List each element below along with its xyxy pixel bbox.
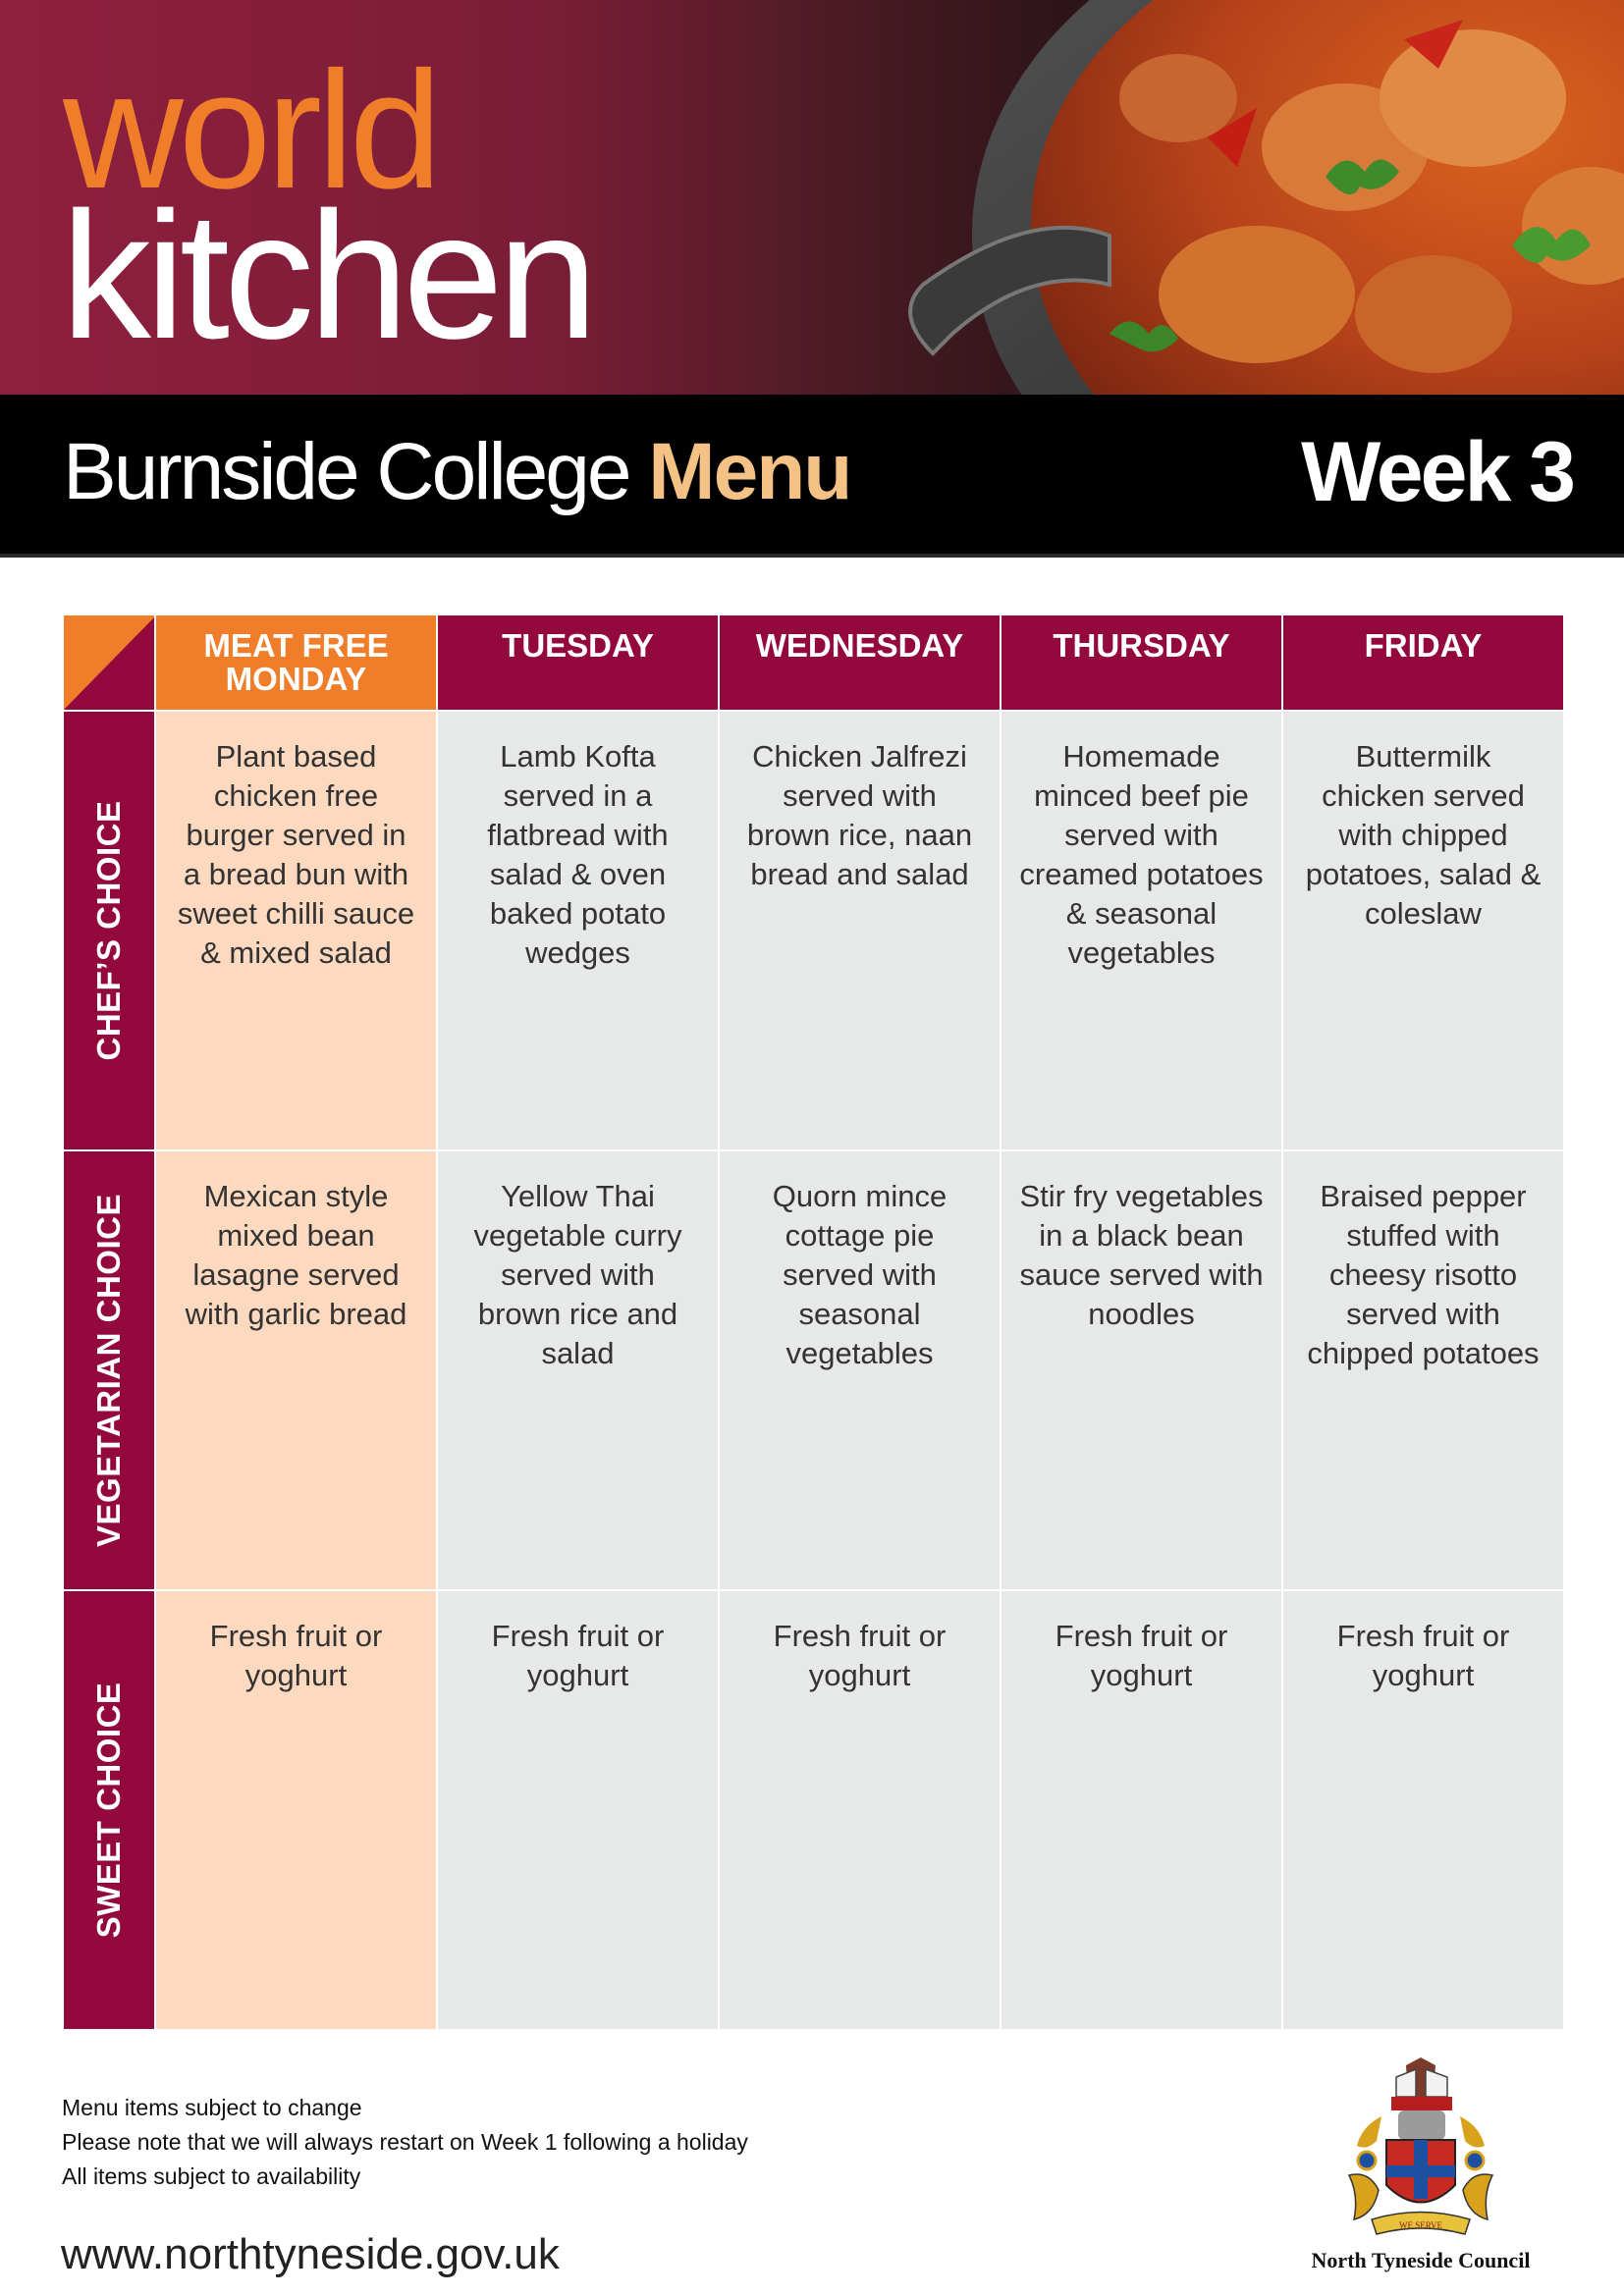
menu-item: Lamb Kofta served in a flatbread with salad & oven baked potato wedges	[437, 711, 719, 1150]
menu-item: Mexican style mixed bean lasagne served with garlic bread	[155, 1150, 437, 1590]
menu-item: Stir fry vegetables in a black bean sauce served with noodles	[1001, 1150, 1282, 1590]
menu-item: Plant based chicken free burger served in a bread bun with sweet chilli sauce & mixed salad	[155, 711, 437, 1150]
menu-item: Yellow Thai vegetable curry served with brown rice and salad	[437, 1150, 719, 1590]
note-line: Please note that we will always restart on Week 1 following a holiday	[62, 2129, 748, 2155]
menu-item: Chicken Jalfrezi served with brown rice, naan bread and salad	[719, 711, 1001, 1150]
table-row-vegetarian-choice	[63, 1150, 1564, 1590]
school-name: Burnside College	[63, 427, 629, 516]
menu-word: Menu	[648, 427, 851, 516]
title-bar-rule	[0, 554, 1624, 558]
table-row-chefs-choice	[63, 711, 1564, 1150]
brand-kitchen: kitchen	[61, 174, 592, 376]
day-header-monday: MEAT FREE MONDAY	[155, 614, 437, 711]
menu-item: Buttermilk chicken served with chipped potatoes, salad & coleslaw	[1282, 711, 1564, 1150]
page-title	[63, 427, 851, 516]
menu-item: Quorn mince cottage pie served with seasonal vegetables	[719, 1150, 1001, 1590]
note-line: Menu items subject to change	[62, 2095, 362, 2120]
menu-item: Fresh fruit or yoghurt	[1282, 1590, 1564, 2030]
table-corner	[63, 614, 155, 711]
menu-item: Fresh fruit or yoghurt	[719, 1590, 1001, 2030]
website-link[interactable]: www.northtyneside.gov.uk	[61, 2230, 560, 2278]
menu-item: Braised pepper stuffed with cheesy risotto served with chipped potatoes	[1282, 1150, 1564, 1590]
note-line: All items subject to availability	[62, 2163, 361, 2189]
council-crest-icon	[1337, 2057, 1504, 2254]
day-header-row	[63, 614, 1564, 711]
row-label-vegetarian-choice: VEGETARIAN CHOICE	[63, 1150, 155, 1590]
menu-item: Homemade minced beef pie served with creamed potatoes & seasonal vegetables	[1001, 711, 1282, 1150]
footer-notes	[62, 2091, 748, 2194]
week-label: Week 3	[1301, 425, 1573, 519]
menu-table	[62, 614, 1565, 2031]
day-header-thursday: THURSDAY	[1001, 614, 1282, 711]
row-label-sweet-choice: SWEET CHOICE	[63, 1590, 155, 2030]
day-header-friday: FRIDAY	[1282, 614, 1564, 711]
council-name: North Tyneside Council	[1311, 2248, 1531, 2272]
menu-item: Fresh fruit or yoghurt	[437, 1590, 719, 2030]
menu-item: Fresh fruit or yoghurt	[155, 1590, 437, 2030]
row-label-chefs-choice: CHEF’S CHOICE	[63, 711, 155, 1150]
curry-dish-photo	[884, 0, 1624, 395]
table-row-sweet-choice	[63, 1590, 1564, 2030]
day-header-tuesday: TUESDAY	[437, 614, 719, 711]
brand-world: world	[63, 37, 438, 224]
menu-item: Fresh fruit or yoghurt	[1001, 1590, 1282, 2030]
day-header-wednesday: WEDNESDAY	[719, 614, 1001, 711]
crest-motto: WE SERVE	[1398, 2220, 1443, 2230]
